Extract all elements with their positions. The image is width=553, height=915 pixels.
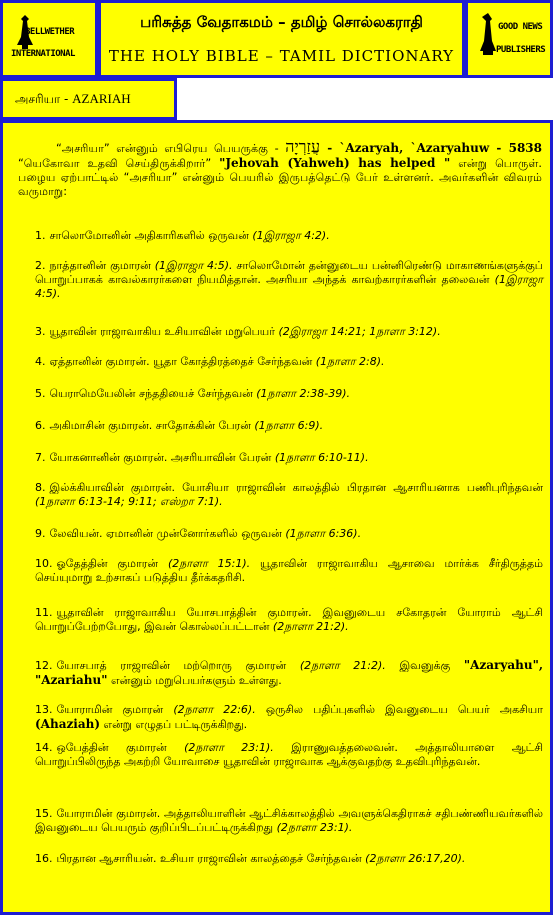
strongs-number: 5838 — [508, 141, 542, 155]
list-item: 3. யூதாவின் ராஜாவாகிய உசியாவின் மறுபெயர் (2இராஜா 14:21; 1நாளா 3:12). — [35, 325, 441, 338]
good-news-logo — [465, 0, 553, 78]
list-item: 6. அகிமாசின் குமாரன். சாதோக்கின் பேரன் (1நாளா 6:9). — [35, 419, 324, 432]
header-title-tamil: பரிசுத்த வேதாகமம் – தமிழ் சொல்லகராதி — [140, 13, 423, 31]
entry-word-tamil: அசரியா — [15, 92, 61, 106]
logo-left-line1: BELLWETHER — [25, 27, 75, 37]
list-item: 11. யூதாவின் ராஜாவாகிய யோசபாத்தின் குமாரன். இவனுடைய சகோதரன் யோராம் ஆட்சி பொறுப்பேற்றபோது, இவன் கொல்லப்பட்டான் (2நாளா 21:2). — [35, 606, 543, 633]
list-item: 16. பிரதான ஆசாரியன். உசியா ராஜாவின் காலத்தைச் சேர்ந்தவன் (2நாளா 26:17,20). — [35, 852, 466, 865]
list-item: 2. நாத்தானின் குமாரன் (1இராஜா 4:5). சாலொமோன் தன்னுடைய பன்னிரெண்டு மாகாணங்களுக்குப் பொறுப்பாகக் காவல்காரர்களை நியமித்தான். அசரியா அந்தக் காவற்காரர்களின் தலைவன் (1இராஜா 4:5). — [35, 259, 543, 300]
logo-right-line1: GOOD NEWS — [498, 22, 543, 32]
header-title-english: THE HOLY BIBLE – TAMIL DICTIONARY — [108, 47, 455, 65]
logo-right-line2: PUBLISHERS — [496, 45, 546, 55]
intro-part3: “யெகோவா உதவி செய்திருக்கிறார்” — [18, 157, 220, 170]
good-news-logo-mark — [476, 11, 546, 67]
entry-content — [0, 120, 553, 915]
entry-word-tab — [0, 78, 177, 120]
hebrew-word: עֲזַרְיָה — [285, 137, 321, 156]
list-item: 7. யோகனானின் குமாரன். அசரியாவின் பேரன் (1நாளா 6:10-11). — [35, 451, 369, 464]
meaning-english: "Jehovah (Yahweh) has helped " — [219, 156, 451, 170]
entry-word-english: AZARIAH — [72, 91, 131, 106]
transliteration: - `Azaryah, `Azaryahuw - — [320, 141, 509, 155]
list-item: 14. ஒபேத்தின் குமாரன் (2நாளா 23:1). இராணுவத்தலைவன். அத்தாலியாளை ஆட்சி பொறுப்பிலிருந்த அகற்றி யோவாசை யூதாவின் ராஜாவாக ஆக்குவதற்கு உதவிபுரிந்தவன். — [35, 741, 543, 768]
bell-icon — [11, 11, 91, 71]
intro-part4: என்று பொருள். பழைய ஏற்பாட்டில் “அசரியா” என்னும் பெயரில் இருபத்தெட்டு பேர் உள்ளனர். அவர்களின் விவரம் வருமாறு: — [18, 157, 542, 198]
list-item: 9. லேவியன். ஏமானின் முன்னோர்களில் ஒருவன் (1நாளா 6:36). — [35, 527, 362, 540]
list-item: 12. யோசபாத் ராஜாவின் மற்றொரு குமாரன் (2நாளா 21:2). இவனுக்கு "Azaryahu", "Azariahu" என்னும் மறுபெயர்களும் உள்ளது. — [35, 658, 543, 687]
dictionary-header — [98, 0, 465, 78]
list-item: 13. யோராமின் குமாரன் (2நாளா 22:6). ஒருசில பதிப்புகளில் இவனுடைய பெயர் அகசியா (Ahaziah) என்று எழுதப் பட்டிருக்கிறது. — [35, 703, 543, 731]
list-item: 5. யெராமெயேலின் சந்ததியைச் சேர்ந்தவன் (1நாளா 2:38-39). — [35, 387, 350, 400]
list-item: 1. சாலொமோனின் அதிகாரிகளில் ஒருவன் (1இராஜா 4:2). — [35, 229, 330, 242]
entry-separator: - — [60, 92, 73, 106]
intro-paragraph — [18, 137, 542, 199]
bellwether-logo-mark — [11, 11, 87, 67]
lamp-icon — [476, 11, 548, 71]
list-item: 10. ஓதேத்தின் குமாரன் (2நாளா 15:1). யூதாவின் ராஜாவாகிய ஆசாவை மார்க்க சீர்திருத்தம் செய்யுமாறு உற்சாகப் படுத்திய தீர்க்கதரிசி. — [35, 557, 543, 584]
list-item: 8. இல்க்கியாவின் குமாரன். யோசியா ராஜாவின் காலத்தில் பிரதான ஆசாரியனாக பணிபுரிந்தவன் (1நாளா 6:13-14; 9:11; எஸ்றா 7:1). — [35, 481, 543, 508]
logo-left-line2: INTERNATIONAL — [11, 49, 75, 59]
intro-part1: “அசரியா” என்னும் எபிரெய பெயருக்கு - — [56, 142, 286, 155]
list-item: 15. யோராமின் குமாரன். அத்தாலியாளின் ஆட்சிக்காலத்தில் அவளுக்கெதிராகச் சதிபண்ணியவர்களில் இவனுடைய பெயரும் குறிப்பிடப்பட்டிருக்கிறது (2நாளா 23:1). — [35, 807, 543, 834]
bellwether-logo — [0, 0, 98, 78]
entry-word — [15, 91, 131, 108]
list-item: 4. ஏத்தானின் குமாரன். யூதா கோத்திரத்தைச் சேர்ந்தவன் (1நாளா 2:8). — [35, 355, 385, 368]
